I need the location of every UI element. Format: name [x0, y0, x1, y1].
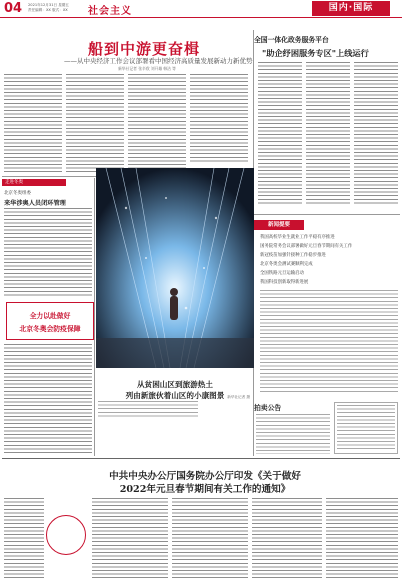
badge-line-2: 北京冬奥会防疫保障 [19, 325, 81, 333]
news-brief-item: 全国铁路元旦运输启动 [260, 271, 304, 276]
bottom-body-col-3 [172, 498, 248, 578]
bottom-headline-2: 2022年元旦春节期间有关工作的通知》 [119, 484, 291, 495]
left-section-headline: 来华涉奥人员闭环管理 [4, 200, 66, 207]
bottom-body-col-4 [252, 498, 322, 578]
lead-headline: 船到中游更奋楫 [88, 40, 201, 58]
left-lower-body [4, 344, 92, 454]
news-brief-body [260, 290, 398, 394]
left-section-kicker: 北京冬奥组委 [4, 191, 31, 196]
photo-credit: 新华社记者 摄 [227, 395, 250, 399]
ad-box [334, 402, 398, 454]
feature-photo [96, 168, 254, 368]
badge-line-1: 全力以赴做好 [29, 312, 71, 320]
date-text: 2021年12月31日 星期五 [28, 3, 69, 7]
news-brief-item: 我国科技创新取得新进展 [260, 280, 309, 285]
news-brief-item: 新冠疫苗加强针接种工作稳步推进 [260, 253, 326, 258]
divider-vertical-left [94, 178, 95, 456]
left-section-body [4, 208, 92, 298]
news-brief-title: 新闻提要 [254, 220, 304, 230]
news-brief-item: 国务院常务会议部署做好元旦春节期间有关工作 [260, 244, 353, 249]
bottom-body-col-1 [4, 498, 44, 578]
news-brief-item: 我国高校毕业生就业工作平稳有序推进 [260, 235, 335, 240]
photo-caption-line-1: 从贫困山区到旅游热土 [137, 380, 213, 389]
right-top-body-col-3 [354, 62, 398, 206]
date-line [28, 3, 69, 13]
ad-box-text [337, 405, 395, 449]
bottom-body-col-2 [92, 498, 168, 578]
section-tag: 国内·国际 [312, 1, 390, 16]
lead-body-col-3 [128, 74, 186, 174]
right-top-body-col-2 [306, 62, 350, 206]
news-brief-item: 北京冬奥会测试赛顺利完成 [260, 262, 313, 267]
photo-caption-body [98, 401, 198, 417]
notice-body [256, 414, 330, 454]
light-tunnel-illustration [96, 168, 254, 368]
lead-subhead: ——从中央经济工作会议部署看中国经济高质量发展新动力新优势 [64, 57, 253, 65]
divider-horizontal-bottom [2, 458, 400, 459]
photo-caption-line-2: 列由新旅伙着山区的小康图景 [125, 391, 225, 400]
page-number: 04 [4, 1, 23, 16]
bottom-body-col-5 [326, 498, 398, 578]
lead-byline: 新华社记者 张辛欣 刘开雄 韩洁 等 [118, 66, 176, 71]
right-top-body-col-1 [258, 62, 302, 206]
editor-text: 责任编辑：XX 版式：XX [28, 8, 68, 12]
bottom-headline-1: 中共中央办公厅国务院办公厅印发《关于做好 [109, 471, 301, 482]
lead-body-col-4 [190, 74, 248, 162]
notice-title: 拍卖公告 [254, 404, 282, 412]
olympics-badge [6, 302, 94, 340]
left-section-tag: 走进冬奥 [2, 179, 66, 186]
divider-horizontal-right [254, 214, 400, 215]
lead-body-col-2 [66, 74, 124, 174]
right-top-headline-1: 全国一体化政务服务平台 [254, 36, 329, 44]
seal-logo [46, 515, 86, 555]
lead-body-col-1 [4, 74, 62, 174]
paper-logo: 社会主义 [88, 6, 132, 17]
right-top-headline-2: "助企纾困服务专区"上线运行 [262, 48, 369, 58]
